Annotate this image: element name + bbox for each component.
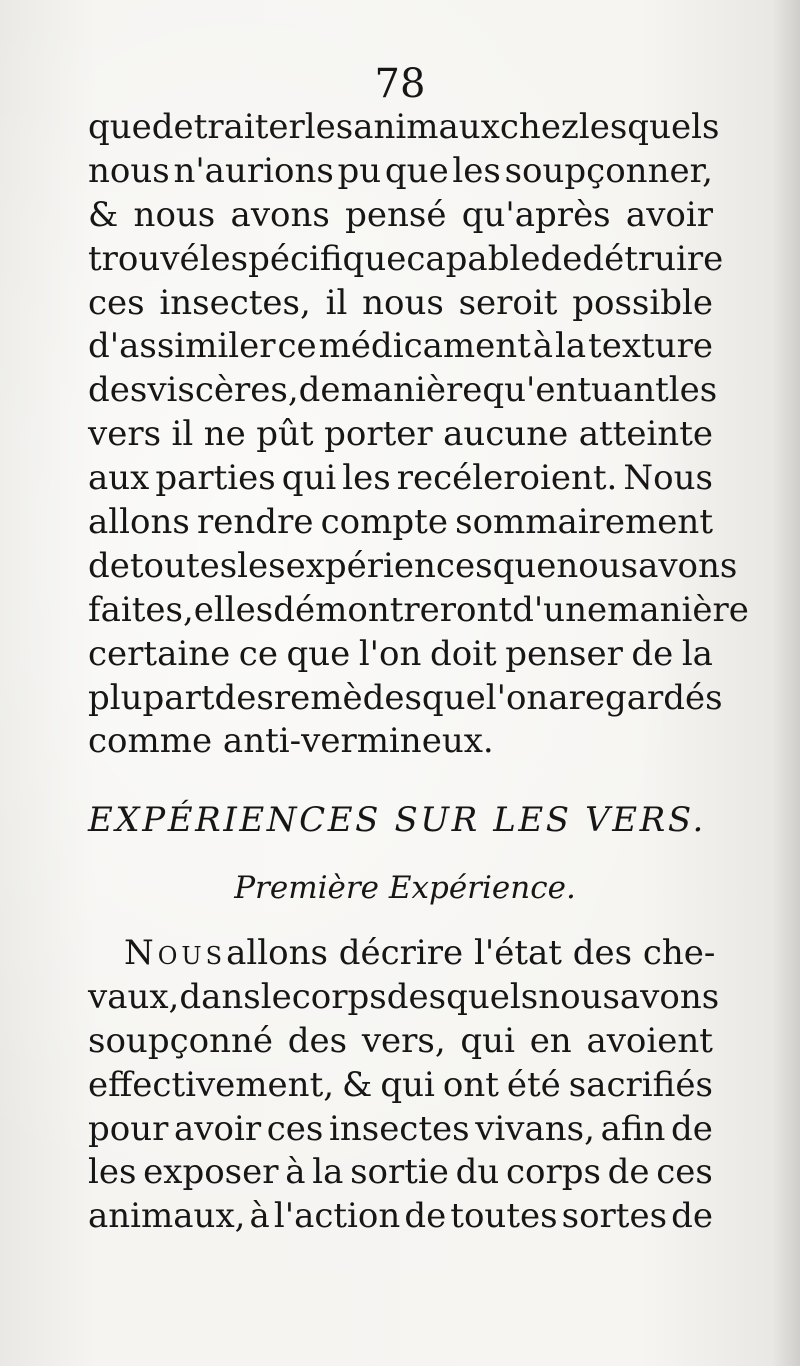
text-line: trouvé le spécifique capable de détruire bbox=[88, 238, 724, 279]
drop-word: Nous bbox=[124, 933, 227, 973]
text-line: effectivement, & qui ont été sacrifiés bbox=[88, 1064, 713, 1105]
text-line: que de traiter les animaux chez lesquels bbox=[88, 107, 720, 147]
text-line: nous n'aurions pu que les soupçonner, bbox=[88, 150, 713, 191]
text-line: les exposer à la sortie du corps de ces bbox=[88, 1152, 713, 1193]
text-line: vers il ne pût porter aucune atteinte bbox=[88, 414, 713, 455]
text-line: pour avoir ces insectes vivans, afin de bbox=[88, 1108, 713, 1149]
first-line-rest: allons décrire l'état des che- bbox=[226, 933, 716, 973]
paragraph-2 bbox=[88, 932, 720, 1239]
text-line: faites, elles démontreront d'une manière bbox=[88, 589, 749, 630]
section-heading: EXPÉRIENCES SUR LES VERS. bbox=[88, 800, 706, 840]
text-line: & nous avons pensé qu'après avoir bbox=[88, 194, 713, 235]
text-line: des viscères, de manière qu'en tuant les bbox=[88, 370, 718, 411]
text-line: vaux, dans le corps desquels nous avons bbox=[88, 976, 720, 1017]
text-line: comme anti-vermineux. bbox=[88, 721, 494, 762]
text-line: certaine ce que l'on doit penser de la bbox=[88, 633, 713, 674]
text-line: animaux, à l'action de toutes sortes de bbox=[88, 1196, 713, 1237]
text-line-first bbox=[88, 932, 716, 976]
text-line: ces insectes, il nous seroit possible bbox=[88, 282, 713, 323]
text-line: plupart des remèdes que l'on a regardés bbox=[88, 677, 723, 718]
text-line: aux parties qui les recéleroient. Nous bbox=[88, 458, 713, 499]
page-number: 78 bbox=[374, 61, 426, 107]
text-line: d'assimiler ce médicament à la texture bbox=[88, 326, 713, 367]
text-line: soupçonné des vers, qui en avoient bbox=[88, 1020, 713, 1061]
paragraph-1 bbox=[88, 106, 749, 764]
text-line: de toutes les expériences que nous avons bbox=[88, 545, 738, 586]
page-edge-shadow bbox=[772, 0, 800, 1366]
text-line: allons rendre compte sommairement bbox=[88, 502, 713, 543]
subsection-heading: Première Expérience. bbox=[234, 870, 576, 906]
